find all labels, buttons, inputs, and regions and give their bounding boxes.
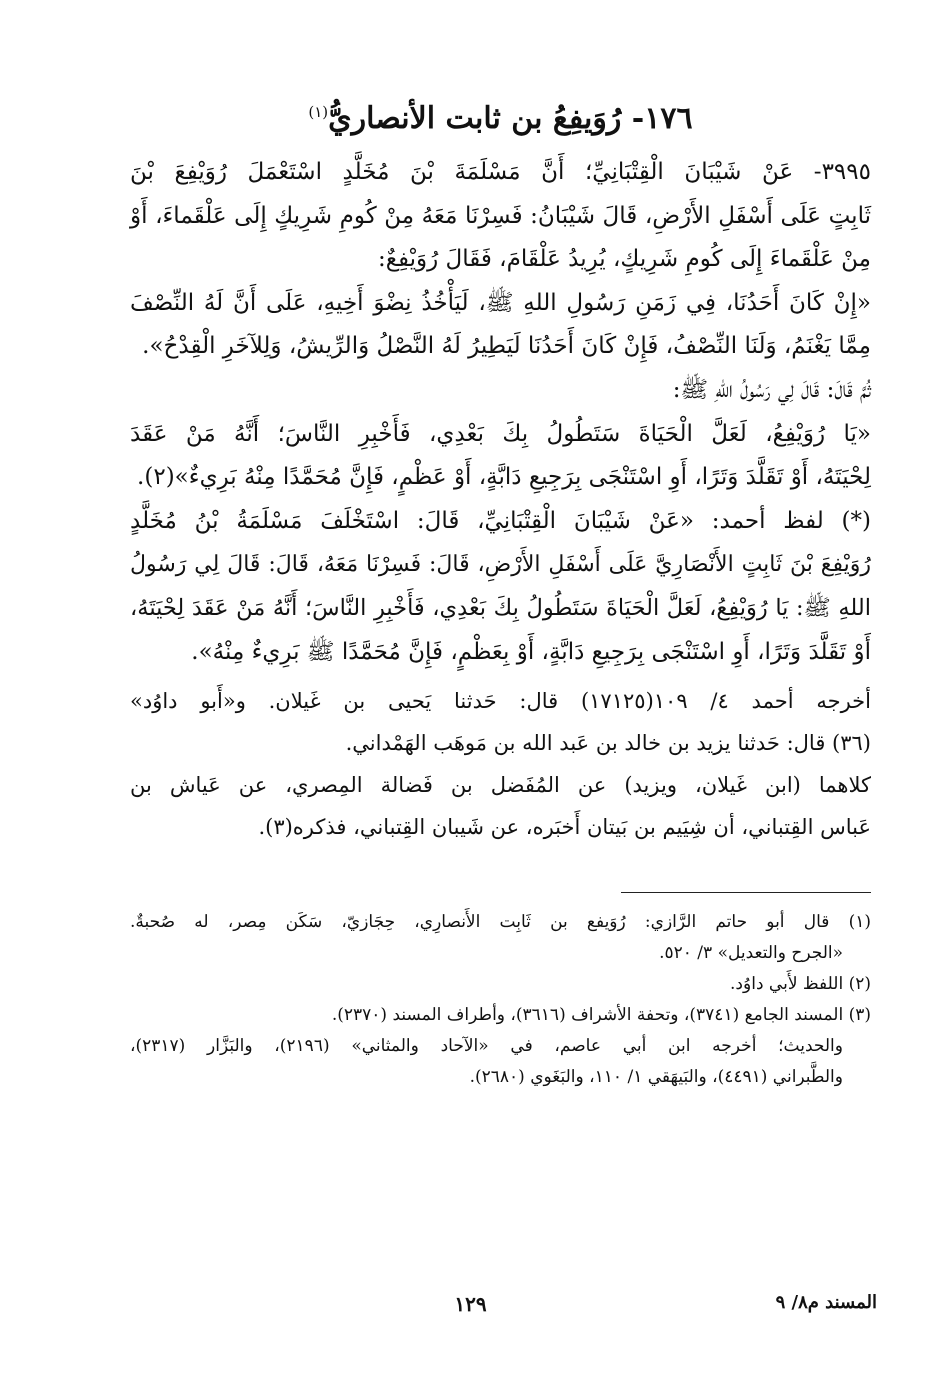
text-line: مِنْ عَلْقَماءَ إِلَى كُومِ شَرِيكٍ، يُرِيدُ عَلْقَامَ، فَقَالَ رُوَيْفِعٌ: bbox=[377, 246, 871, 273]
text-line: (٣٦) قال: حَدثنا يزيد بن خالد بن عَبد الله بن مَوهَب الهَمْداني. bbox=[345, 731, 871, 756]
footnote-line: والطَّبراني (٤٤٩١)، والبَيهَقي ١/ ١١٠، والبَغَوي (٢٦٨٠). bbox=[469, 1067, 843, 1088]
chapter-title bbox=[130, 96, 871, 141]
text-line: رُوَيْفِعَ بْنَ ثَابِتٍ الأَنْصَارِيَّ عَلَى أَسْفَلِ الأَرْضِ، قَالَ: فَسِرْنَا مَعَهُ، قَالَ: قَالَ لِي رَسُولُ bbox=[130, 552, 871, 578]
page-number: ١٢٩ bbox=[454, 1292, 487, 1316]
text-line: اللهِ ﷺ: يَا رُوَيْفِعُ، لَعَلَّ الْحَيَاةَ سَتَطُولُ بِكَ بَعْدِي، فَأَخْبِرِ النَّاسَ؛ أَنَّهُ مَنْ عَقَدَ لِحْيَتَهُ، bbox=[130, 594, 871, 621]
text-line: عَباس القِتباني، أن شِيَيم بن بَيتان أَخبَره، عن شَيبان القِتباني، فذكره(٣). bbox=[258, 815, 871, 840]
text-line: «إِنْ كَانَ أَحَدُنَا، فِي زَمَنِ رَسُولِ اللهِ ﷺ، لَيَأْخُذُ نِضْوَ أَخِيهِ، عَلَى أَنَّ لَهُ النِّصْفَ bbox=[130, 289, 871, 316]
chapter-title-text: ١٧٦- رُوَيفِعُ بن ثابت الأنصاريُّ bbox=[328, 101, 693, 136]
text-line: مِمَّا يَغْنَمُ، وَلَنَا النِّصْفُ، فَإِنْ كَانَ أَحَدُنَا لَيَطِيرُ لَهُ النَّصْلُ وَالرِّيشُ، وَلِلآخَرِ الْقِدْحُ». bbox=[142, 333, 871, 360]
printer-signature: المسند م٨/ ٩ bbox=[775, 1292, 877, 1313]
footnote-line: «الجرح والتعديل» ٣/ ٥٢٠. bbox=[659, 943, 843, 964]
footnote-line: (٢) اللفظ لأَبي داوُد. bbox=[730, 974, 871, 995]
text-line: (*) لفظ أحمد: «عَنْ شَيْبَانَ الْقِتْبَانِيِّ، قَالَ: اسْتَخْلَفَ مَسْلَمَةُ بْنُ مُخَلَّدٍ bbox=[130, 507, 871, 534]
text-line: أَوْ تَقَلَّدَ وَتَرًا، أَوِ اسْتَنْجَى بِرَجِيعِ دَابَّةٍ، أَوْ بِعَظْمٍ، فَإِنَّ مُحَمَّدًا ﷺ بَرِيءٌ مِنْهُ». bbox=[191, 638, 871, 665]
text-line: «يَا رُوَيْفِعُ، لَعَلَّ الْحَيَاةَ سَتَطُولُ بِكَ بَعْدِي، فَأَخْبِرِ النَّاسَ؛ أَنَّهُ مَنْ عَقَدَ bbox=[130, 420, 871, 447]
text-line: كلاهما (ابن غَيلان، ويزيد) عن المُفَضل بن فَضالة المِصري، عن عَياش بن bbox=[130, 773, 871, 798]
hadith-text bbox=[130, 151, 871, 674]
text-line: أخرجه أحمد ٤/ ١٠٩(١٧١٢٥) قال: حَدثنا يَحيى بن غَيلان. و«أَبو داوُد» bbox=[130, 689, 871, 714]
text-line: ٣٩٩٥- عَنْ شَيْبَانَ الْقِتْبَانِيِّ؛ أَنَّ مَسْلَمَةَ بْنَ مُخَلَّدٍ اسْتَعْمَلَ رُوَيْفِعَ بْنَ bbox=[130, 159, 871, 185]
footnote-ref: (١) bbox=[308, 103, 329, 121]
text-line: ثُمَّ قَالَ: قَالَ لِي رَسُولُ اللهِ ﷺ: bbox=[672, 376, 871, 403]
footnote-line: (١) قال أبو حاتم الرَّازي: رُوَيفع بن ثَابِت الأَنصارِي، حِجَازيّ، سَكَن مِصر، له صُحبةٌ. bbox=[130, 912, 871, 933]
page-footer bbox=[0, 1292, 941, 1322]
footnote-line: والحديث؛ أخرجه ابن أبي عاصم، في «الآحاد والمثاني» (٢١٩٦)، والبَزَّار (٢٣١٧)، bbox=[130, 1036, 843, 1057]
takhrij-text bbox=[130, 680, 871, 848]
text-line: لِحْيَتَهُ، أَوْ تَقَلَّدَ وَتَرًا، أَوِ اسْتَنْجَى بِرَجِيعِ دَابَّةٍ، أَوْ عَظْمٍ، فَإِنَّ مُحَمَّدًا مِنْهُ بَرِيءٌ»(٢). bbox=[137, 464, 871, 491]
footnotes bbox=[130, 907, 871, 1093]
footnote-divider bbox=[621, 892, 871, 893]
text-line: ثَابِتٍ عَلَى أَسْفَلِ الأَرْضِ، قَالَ شَيْبَانُ: فَسِرْنَا مَعَهُ مِنْ كُومِ شَرِيكٍ إِلَى عَلْقَماءَ، أَوْ bbox=[130, 202, 871, 229]
footnote-line: (٣) المسند الجامع (٣٧٤١)، وتحفة الأشراف (٣٦١٦)، وأطراف المسند (٢٣٧٠). bbox=[331, 1005, 871, 1026]
